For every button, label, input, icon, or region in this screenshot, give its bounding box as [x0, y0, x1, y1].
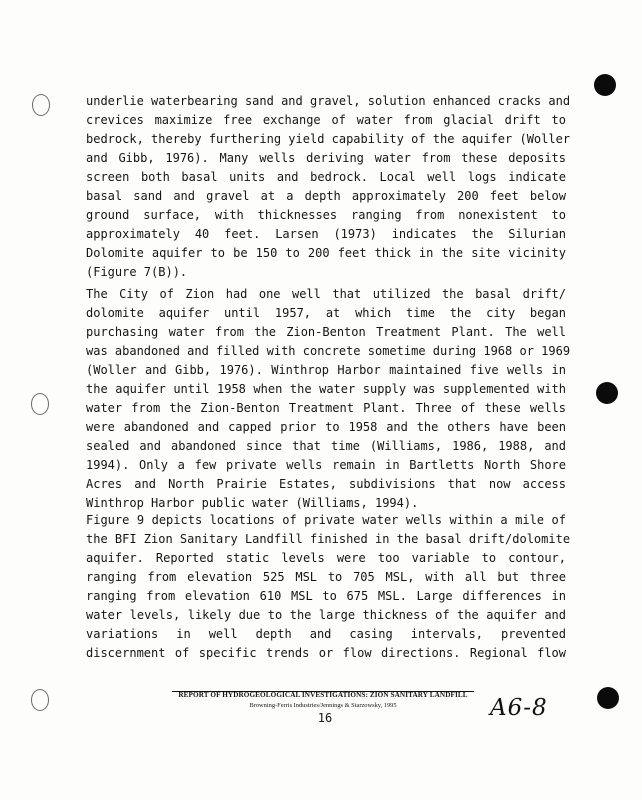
text-line: basal sand and gravel at a depth approximately 200 feet below — [86, 189, 566, 203]
text-line: sealed and abandoned since that time (Williams, 1986, 1988, and — [86, 439, 566, 453]
text-line: Winthrop Harbor public water (Williams, 1994). — [86, 496, 419, 510]
text-line: bedrock, thereby furthering yield capability of the aquifer (Woller — [86, 132, 571, 146]
text-line: ranging from elevation 610 MSL to 675 MSL. Large differences in — [86, 589, 566, 603]
text-line: The City of Zion had one well that utilized the basal drift/ — [86, 287, 566, 301]
punch-hole-middle — [596, 382, 618, 404]
text-line: Acres and North Prairie Estates, subdivisions that now access — [86, 477, 566, 491]
handwritten-exhibit-label: A6-8 — [490, 695, 548, 721]
text-line: (Figure 7(B)). — [86, 265, 188, 279]
binder-ring-mark-middle — [31, 393, 49, 415]
text-line: discernment of specific trends or flow directions. Regional flow — [86, 646, 566, 660]
text-line: ground surface, with thicknesses ranging from nonexistent to — [86, 208, 566, 222]
text-line: dolomite aquifer until 1957, at which time the city began — [86, 306, 566, 320]
text-line: (Woller and Gibb, 1976). Winthrop Harbor maintained five wells in — [86, 363, 566, 377]
binder-ring-mark-top — [32, 94, 50, 116]
text-line: was abandoned and filled with concrete sometime during 1968 or 1969 — [86, 344, 571, 358]
page-number: 16 — [317, 711, 333, 725]
text-line: variations in well depth and casing intervals, prevented — [86, 627, 566, 641]
binder-ring-mark-bottom — [31, 689, 49, 711]
text-line: and Gibb, 1976). Many wells deriving water from these deposits — [86, 151, 566, 165]
footer-report-subtitle: Browning-Ferris Industries/Jennings & Starzowsky, 1995 — [249, 702, 397, 709]
punch-hole-top — [594, 74, 616, 96]
text-line: screen both basal units and bedrock. Local well logs indicate — [86, 170, 566, 184]
text-line: crevices maximize free exchange of water from glacial drift to — [86, 113, 566, 127]
text-line: Dolomite aquifer to be 150 to 200 feet thick in the site vicinity — [86, 246, 566, 260]
text-line: approximately 40 feet. Larsen (1973) indicates the Silurian — [86, 227, 566, 241]
footer-report-title: REPORT OF HYDROGEOLOGICAL INVESTIGATIONS: ZION SANITARY LANDFILL — [178, 691, 468, 699]
text-line: 1994). Only a few private wells remain in Bartletts North Shore — [86, 458, 566, 472]
paragraph-1 — [86, 92, 571, 282]
text-line: the aquifer until 1958 when the water supply was supplemented with — [86, 382, 566, 396]
punch-hole-bottom — [597, 687, 619, 709]
text-line: underlie waterbearing sand and gravel, solution enhanced cracks and — [86, 94, 571, 108]
text-line: Figure 9 depicts locations of private water wells within a mile of — [86, 513, 566, 527]
text-line: purchasing water from the Zion-Benton Treatment Plant. The well — [86, 325, 566, 339]
text-line: aquifer. Reported static levels were too variable to contour, — [86, 551, 566, 565]
text-line: water levels, likely due to the large thickness of the aquifer and — [86, 608, 566, 622]
text-line: were abandoned and capped prior to 1958 and the others have been — [86, 420, 566, 434]
text-line: water from the Zion-Benton Treatment Plant. Three of these wells — [86, 401, 566, 415]
paragraph-3 — [86, 511, 571, 663]
text-line: the BFI Zion Sanitary Landfill finished in the basal drift/dolomite — [86, 532, 571, 546]
text-line: ranging from elevation 525 MSL to 705 MSL, with all but three — [86, 570, 566, 584]
paragraph-2 — [86, 285, 571, 513]
